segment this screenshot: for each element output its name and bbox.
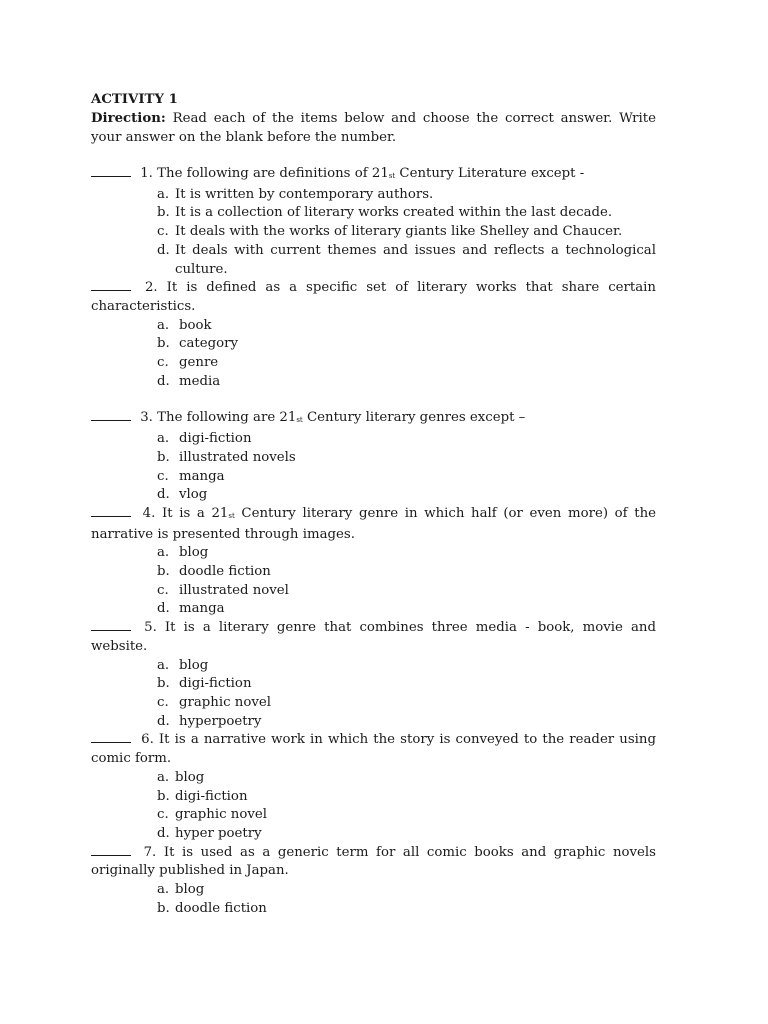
option-text: graphic novel xyxy=(179,694,272,710)
option-d xyxy=(91,713,656,732)
option-letter: a. xyxy=(157,545,170,561)
question-text: 4. It is a 21 xyxy=(136,505,229,521)
option-text: blog xyxy=(179,657,209,673)
answer-blank[interactable] xyxy=(91,409,131,421)
option-letter: b. xyxy=(157,205,170,221)
question-stem xyxy=(91,619,656,656)
question-2 xyxy=(91,279,656,391)
question-text: 5. It is a literary genre that combines three media - book, movie and website. xyxy=(91,620,656,654)
answer-blank[interactable] xyxy=(91,731,131,743)
option-c xyxy=(91,354,656,373)
question-1 xyxy=(91,165,656,279)
question-text-cont: Century literary genre in which half (or even more) of the narrative is presented through images. xyxy=(91,505,656,542)
option-d xyxy=(91,600,656,619)
option-letter: b. xyxy=(157,900,170,916)
option-b xyxy=(91,563,656,582)
option-c xyxy=(91,806,656,825)
option-letter: b. xyxy=(157,449,170,465)
option-letter: a. xyxy=(157,317,170,333)
option-letter: d. xyxy=(157,713,170,729)
option-letter: b. xyxy=(157,676,170,692)
answer-blank[interactable] xyxy=(91,279,131,291)
option-letter: d. xyxy=(157,825,170,841)
question-text: 7. It is used as a generic term for all comic books and graphic novels originally published in Japan. xyxy=(91,844,656,879)
option-c xyxy=(91,694,656,713)
spacer xyxy=(91,147,656,165)
option-c xyxy=(91,223,656,242)
question-text: 2. It is defined as a specific set of literary works that share certain characteristics. xyxy=(91,280,656,314)
option-text: doodle fiction xyxy=(175,900,267,916)
option-b xyxy=(91,449,656,468)
ordinal-suffix: st xyxy=(388,172,396,180)
option-letter: b. xyxy=(157,336,170,352)
option-letter: c. xyxy=(157,468,169,484)
option-letter: c. xyxy=(157,582,169,598)
question-stem xyxy=(91,165,656,186)
option-a xyxy=(91,769,656,788)
answer-blank[interactable] xyxy=(91,505,131,517)
option-text: vlog xyxy=(179,487,208,503)
answer-blank[interactable] xyxy=(91,619,131,631)
direction-text: Read each of the items below and choose the correct answer. Write your answer on the blank before the number. xyxy=(91,111,656,145)
option-b xyxy=(91,204,656,223)
option-d xyxy=(91,242,656,279)
direction-paragraph xyxy=(91,109,656,147)
option-letter: a. xyxy=(157,769,170,785)
ordinal-suffix: st xyxy=(228,511,235,520)
worksheet xyxy=(91,90,656,918)
option-text: manga xyxy=(179,601,225,617)
direction-label: Direction: xyxy=(91,111,166,126)
option-letter: c. xyxy=(157,807,169,823)
option-letter: c. xyxy=(157,355,169,371)
answer-blank[interactable] xyxy=(91,844,131,856)
option-b xyxy=(91,335,656,354)
option-c xyxy=(91,582,656,601)
answer-blank[interactable] xyxy=(91,165,131,177)
option-b xyxy=(91,788,656,807)
option-letter: a. xyxy=(157,186,170,202)
option-letter: d. xyxy=(157,487,170,503)
option-text: It is a collection of literary works created within the last decade. xyxy=(175,205,613,221)
option-letter: c. xyxy=(157,694,169,710)
option-letter: c. xyxy=(157,224,169,240)
option-text: It deals with current themes and issues and reflects a technological culture. xyxy=(175,242,656,277)
option-a xyxy=(91,317,656,336)
option-a xyxy=(91,430,656,449)
option-letter: d. xyxy=(157,373,170,389)
option-b xyxy=(91,900,656,919)
option-text: illustrated novels xyxy=(179,449,296,465)
option-b xyxy=(91,675,656,694)
option-a xyxy=(91,881,656,900)
option-d xyxy=(91,486,656,505)
option-d xyxy=(91,373,656,392)
option-text: doodle fiction xyxy=(179,564,271,580)
question-5 xyxy=(91,619,656,731)
option-text: hyper poetry xyxy=(175,825,262,841)
option-letter: a. xyxy=(157,882,170,898)
option-d xyxy=(91,825,656,844)
question-text: 1. The following are definitions of 21 xyxy=(136,166,389,181)
question-4 xyxy=(91,505,656,619)
question-6 xyxy=(91,731,656,843)
question-text-cont: Century Literature except - xyxy=(395,166,585,181)
option-text: graphic novel xyxy=(175,807,268,823)
option-text: digi-fiction xyxy=(179,431,252,447)
option-letter: d. xyxy=(157,242,170,258)
option-a xyxy=(91,657,656,676)
question-stem xyxy=(91,505,656,544)
ordinal-suffix: st xyxy=(296,416,303,425)
option-text: book xyxy=(179,317,212,333)
option-letter: a. xyxy=(157,431,170,447)
question-7 xyxy=(91,844,656,919)
option-text: hyperpoetry xyxy=(179,713,262,729)
option-text: illustrated novel xyxy=(179,582,289,598)
option-text: genre xyxy=(179,355,219,371)
option-c xyxy=(91,468,656,487)
question-stem xyxy=(91,844,656,881)
option-a xyxy=(91,186,656,205)
option-text: blog xyxy=(175,769,205,785)
option-text: digi-fiction xyxy=(179,676,252,692)
question-text: 6. It is a narrative work in which the story is conveyed to the reader using comic form. xyxy=(91,732,656,767)
question-stem xyxy=(91,279,656,316)
question-3 xyxy=(91,409,656,505)
question-stem xyxy=(91,731,656,768)
activity-title: ACTIVITY 1 xyxy=(91,92,178,107)
option-text: media xyxy=(179,373,221,389)
option-text: blog xyxy=(179,545,209,561)
option-letter: b. xyxy=(157,788,170,804)
spacer xyxy=(91,391,656,409)
option-text: It is written by contemporary authors. xyxy=(175,186,434,202)
option-letter: b. xyxy=(157,564,170,580)
option-text: blog xyxy=(175,882,205,898)
question-text-cont: Century literary genres except – xyxy=(302,410,526,426)
option-letter: a. xyxy=(157,657,170,673)
option-text: digi-fiction xyxy=(175,788,248,804)
option-text: category xyxy=(179,336,238,352)
option-text: manga xyxy=(179,468,225,484)
option-text: It deals with the works of literary giants like Shelley and Chaucer. xyxy=(175,224,623,240)
question-stem xyxy=(91,409,656,430)
question-text: 3. The following are 21 xyxy=(136,410,297,426)
option-a xyxy=(91,544,656,563)
option-letter: d. xyxy=(157,601,170,617)
